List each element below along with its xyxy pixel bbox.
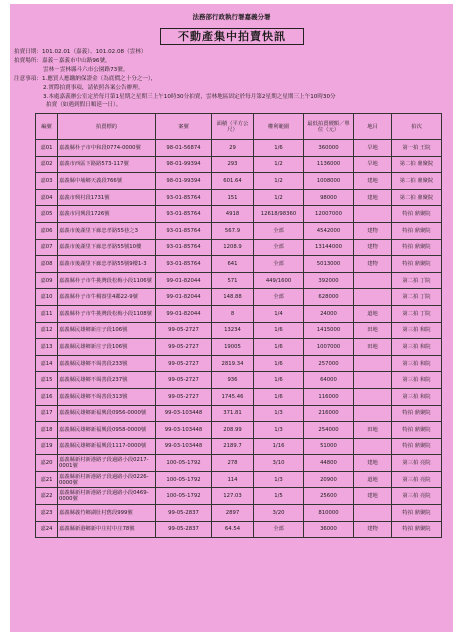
row-land-type: 建地 xyxy=(354,455,392,472)
row-min-price: 392000 xyxy=(304,272,354,289)
row-target: 嘉義市後湖里下廊忠孝路55巷之3 xyxy=(58,222,156,239)
col-header: 權利範圍 xyxy=(254,114,304,140)
notes-label: 注意事項： xyxy=(14,76,42,82)
row-area: 1745.46 xyxy=(212,388,254,405)
row-right-scope: 1/2 xyxy=(254,189,304,206)
table-row xyxy=(36,355,442,372)
row-area: 64.54 xyxy=(212,521,254,538)
row-area: 2189.7 xyxy=(212,438,254,455)
row-case-number: 99-05-2727 xyxy=(156,339,212,356)
row-right-scope: 全部 xyxy=(254,256,304,273)
row-number: 嘉09 xyxy=(36,272,58,289)
row-right-scope: 1/6 xyxy=(254,322,304,339)
row-target: 嘉義縣朴子市牛稠寮里4鄰22-9號 xyxy=(58,289,156,306)
row-number: 嘉01 xyxy=(36,140,58,157)
col-header: 拍賣標的 xyxy=(58,114,156,140)
row-right-scope: 1/6 xyxy=(254,339,304,356)
venue-2: 雲林－雲林縣斗六市公園路73號。 xyxy=(43,67,129,73)
row-number: 嘉14 xyxy=(36,355,58,372)
row-area: 151 xyxy=(212,189,254,206)
row-round: 特拍 鼎聚院 xyxy=(392,438,442,455)
table-header-row xyxy=(36,114,442,140)
row-min-price: 51000 xyxy=(304,438,354,455)
row-round: 第二拍 丁院 xyxy=(392,305,442,322)
col-header: 最低拍賣價額／單位（元） xyxy=(304,114,354,140)
row-area: 567.9 xyxy=(212,222,254,239)
row-case-number: 99-03-103448 xyxy=(156,405,212,422)
row-case-number: 99-05-2727 xyxy=(156,355,212,372)
row-target: 嘉義縣民雄鄉新庄子段106號 xyxy=(58,339,156,356)
row-case-number: 98-01-56874 xyxy=(156,140,212,157)
table-row xyxy=(36,322,442,339)
row-target: 嘉義縣義竹鄉湖肚村舊段999號 xyxy=(58,505,156,522)
row-round: 第三拍 和院 xyxy=(392,339,442,356)
row-number: 嘉02 xyxy=(36,156,58,173)
row-number: 嘉06 xyxy=(36,222,58,239)
row-target: 嘉義市興村段1731號 xyxy=(58,189,156,206)
row-land-type xyxy=(354,372,392,389)
table-row xyxy=(36,339,442,356)
row-target: 嘉義縣民雄鄉新福興段1117-0000號 xyxy=(58,438,156,455)
row-area: 4918 xyxy=(212,206,254,223)
row-number: 嘉07 xyxy=(36,239,58,256)
row-area: 13234 xyxy=(212,322,254,339)
table-row xyxy=(36,455,442,472)
row-land-type: 建地 xyxy=(354,189,392,206)
row-number: 嘉10 xyxy=(36,289,58,306)
row-min-price: 98000 xyxy=(304,189,354,206)
row-right-scope: 全部 xyxy=(254,521,304,538)
row-target: 嘉義市後湖里下廊忠孝路55號9樓1-3 xyxy=(58,256,156,273)
row-number: 嘉12 xyxy=(36,322,58,339)
row-case-number: 93-01-85764 xyxy=(156,256,212,273)
row-area: 1208.9 xyxy=(212,239,254,256)
row-min-price: 628000 xyxy=(304,289,354,306)
row-target: 嘉義市同興段1726號 xyxy=(58,206,156,223)
row-number: 嘉19 xyxy=(36,438,58,455)
row-number: 嘉18 xyxy=(36,422,58,439)
auction-date-line xyxy=(14,49,146,56)
table-row xyxy=(36,156,442,173)
row-area: 371.81 xyxy=(212,405,254,422)
row-target: 嘉義市西區下路路573-117號 xyxy=(58,156,156,173)
row-number: 嘉16 xyxy=(36,388,58,405)
row-area: 936 xyxy=(212,372,254,389)
row-area: 29 xyxy=(212,140,254,157)
row-round: 第二拍 丁院 xyxy=(392,272,442,289)
auction-date-value: 101.02.01（嘉義）、101.02.08（雲林） xyxy=(41,49,147,55)
row-area: 601.64 xyxy=(212,173,254,190)
row-number: 嘉03 xyxy=(36,173,58,190)
table-row xyxy=(36,305,442,322)
row-round: 特拍 鼎聚院 xyxy=(392,206,442,223)
row-right-scope: 全部 xyxy=(254,222,304,239)
row-number: 嘉22 xyxy=(36,488,58,505)
row-round: 特拍 鼎聚院 xyxy=(392,505,442,522)
row-land-type: 建物 xyxy=(354,256,392,273)
table-row xyxy=(36,471,442,488)
row-min-price: 64000 xyxy=(304,372,354,389)
table-row xyxy=(36,388,442,405)
row-number: 嘉05 xyxy=(36,206,58,223)
row-target: 嘉義縣新村新港路子段過路小段0217-0001號 xyxy=(58,455,156,472)
note-3b: 拍賣（如遇到假日順延一日）。 xyxy=(46,102,122,108)
row-case-number: 93-01-85764 xyxy=(156,206,212,223)
row-case-number: 99-03-103448 xyxy=(156,438,212,455)
table-row xyxy=(36,140,442,157)
row-target: 嘉義縣朴子市中和段0774-0000號 xyxy=(58,140,156,157)
venue-1: 嘉義－嘉義市中山路96號， xyxy=(41,58,111,64)
row-case-number: 98-01-99394 xyxy=(156,156,212,173)
row-case-number: 99-05-2837 xyxy=(156,505,212,522)
row-right-scope: 1/3 xyxy=(254,405,304,422)
row-round: 第三拍 和院 xyxy=(392,372,442,389)
row-number: 嘉17 xyxy=(36,405,58,422)
row-min-price: 1136000 xyxy=(304,156,354,173)
page-title: 不動產集中拍賣快訊 xyxy=(160,28,304,45)
row-target: 嘉義縣民雄鄉不竭善段233號 xyxy=(58,355,156,372)
row-area: 641 xyxy=(212,256,254,273)
row-round: 特拍 鼎聚院 xyxy=(392,256,442,273)
row-land-type xyxy=(354,438,392,455)
row-right-scope: 3/10 xyxy=(254,455,304,472)
row-case-number: 93-01-85764 xyxy=(156,239,212,256)
row-land-type xyxy=(354,405,392,422)
table-row xyxy=(36,422,442,439)
row-case-number: 100-05-1792 xyxy=(156,488,212,505)
row-target: 嘉義縣民雄鄉新庄子段106號 xyxy=(58,322,156,339)
notes-line-1 xyxy=(14,76,156,83)
row-area: 148.88 xyxy=(212,289,254,306)
row-land-type: 旱地 xyxy=(354,140,392,157)
row-round: 特拍 鼎聚院 xyxy=(392,422,442,439)
row-land-type: 道地 xyxy=(354,305,392,322)
row-right-scope: 全部 xyxy=(254,289,304,306)
row-right-scope: 1/4 xyxy=(254,305,304,322)
row-land-type: 田地 xyxy=(354,422,392,439)
row-case-number: 99-05-2837 xyxy=(156,521,212,538)
row-min-price: 257000 xyxy=(304,355,354,372)
table-row xyxy=(36,521,442,538)
row-land-type: 建物 xyxy=(354,239,392,256)
row-right-scope: 3/20 xyxy=(254,505,304,522)
row-round: 第二拍 鼎聚院 xyxy=(392,173,442,190)
note-2: 2.實際拍賣事項，請依照各案公告辦理。 xyxy=(43,85,144,91)
row-target: 嘉義縣朴子市牛挑灣段松梅小段1106號 xyxy=(58,272,156,289)
col-header: 編號 xyxy=(36,114,58,140)
table-row xyxy=(36,239,442,256)
table-row xyxy=(36,505,442,522)
row-round: 第三拍 亮院 xyxy=(392,488,442,505)
table-row xyxy=(36,488,442,505)
agency-name: 法務部行政執行署嘉義分署 xyxy=(192,13,271,21)
row-round: 第二拍 丁院 xyxy=(392,289,442,306)
row-round: 特拍 鼎聚院 xyxy=(392,405,442,422)
row-area: 208.99 xyxy=(212,422,254,439)
row-case-number: 93-01-85764 xyxy=(156,222,212,239)
row-land-type xyxy=(354,355,392,372)
row-round: 第三拍 亮院 xyxy=(392,455,442,472)
row-round: 第三拍 和院 xyxy=(392,355,442,372)
row-land-type: 建物 xyxy=(354,222,392,239)
row-round: 第一拍 王院 xyxy=(392,140,442,157)
row-case-number: 99-01-82044 xyxy=(156,305,212,322)
table-row xyxy=(36,405,442,422)
row-target: 嘉義縣新村新港路子段過路小段0226-0000號 xyxy=(58,471,156,488)
row-case-number: 98-01-99394 xyxy=(156,173,212,190)
row-right-scope: 1/6 xyxy=(254,140,304,157)
row-number: 嘉20 xyxy=(36,455,58,472)
row-right-scope: 1/16 xyxy=(254,438,304,455)
auction-date-label: 拍賣日期： xyxy=(14,49,42,55)
row-land-type xyxy=(354,289,392,306)
row-case-number: 99-03-103448 xyxy=(156,422,212,439)
table-row xyxy=(36,206,442,223)
table-row xyxy=(36,256,442,273)
row-case-number: 99-01-82044 xyxy=(156,289,212,306)
row-right-scope: 1/6 xyxy=(254,388,304,405)
row-min-price: 810000 xyxy=(304,505,354,522)
row-min-price: 12007000 xyxy=(304,206,354,223)
row-land-type: 建物 xyxy=(354,521,392,538)
row-right-scope: 12618/98360 xyxy=(254,206,304,223)
row-right-scope: 全部 xyxy=(254,239,304,256)
row-case-number: 100-05-1792 xyxy=(156,455,212,472)
row-number: 嘉04 xyxy=(36,189,58,206)
row-min-price: 13144000 xyxy=(304,239,354,256)
row-land-type: 旱地 xyxy=(354,156,392,173)
row-right-scope: 449/1600 xyxy=(254,272,304,289)
row-number: 嘉13 xyxy=(36,339,58,356)
row-right-scope: 1/2 xyxy=(254,173,304,190)
table-row xyxy=(36,289,442,306)
row-land-type xyxy=(354,505,392,522)
table-row xyxy=(36,189,442,206)
table-row xyxy=(36,272,442,289)
row-target: 嘉義縣民雄鄉不竭善段313號 xyxy=(58,388,156,405)
row-area: 127.03 xyxy=(212,488,254,505)
row-number: 嘉11 xyxy=(36,305,58,322)
row-area: 2819.34 xyxy=(212,355,254,372)
row-land-type: 道地 xyxy=(354,471,392,488)
row-target: 嘉義縣新港鄉新中庄村中庄78號 xyxy=(58,521,156,538)
row-min-price: 5013000 xyxy=(304,256,354,273)
row-target: 嘉義縣朴子市牛挑灣段松梅小段1108號 xyxy=(58,305,156,322)
table-row xyxy=(36,372,442,389)
col-header: 面積（平方公尺） xyxy=(212,114,254,140)
row-number: 嘉08 xyxy=(36,256,58,273)
venue-label: 拍賣場所： xyxy=(14,58,42,64)
row-min-price: 1007000 xyxy=(304,339,354,356)
row-round: 第三拍 亮院 xyxy=(392,471,442,488)
col-header: 地目 xyxy=(354,114,392,140)
auction-table xyxy=(35,113,442,538)
row-land-type: 田地 xyxy=(354,339,392,356)
note-1: 1.應買人應繳納保證金（為底價之十分之一）， xyxy=(41,76,157,82)
row-land-type xyxy=(354,272,392,289)
row-case-number: 100-05-1792 xyxy=(156,471,212,488)
row-right-scope: 1/6 xyxy=(254,355,304,372)
row-number: 嘉15 xyxy=(36,372,58,389)
row-min-price: 24000 xyxy=(304,305,354,322)
row-min-price: 360000 xyxy=(304,140,354,157)
row-round: 第二拍 鼎聚院 xyxy=(392,156,442,173)
row-round: 特拍 鼎聚院 xyxy=(392,521,442,538)
row-round: 特拍 鼎聚院 xyxy=(392,239,442,256)
row-min-price: 25600 xyxy=(304,488,354,505)
row-right-scope: 1/5 xyxy=(254,488,304,505)
row-land-type: 建地 xyxy=(354,173,392,190)
row-number: 嘉21 xyxy=(36,471,58,488)
row-target: 嘉義縣新村新港路子段過路小段0469-0000號 xyxy=(58,488,156,505)
row-min-price: 36000 xyxy=(304,521,354,538)
row-round: 第二拍 鼎聚院 xyxy=(392,189,442,206)
row-target: 嘉義縣民雄鄉新福興段0956-0000號 xyxy=(58,405,156,422)
row-min-price: 254000 xyxy=(304,422,354,439)
table-row xyxy=(36,438,442,455)
row-right-scope: 1/3 xyxy=(254,422,304,439)
notice-page xyxy=(10,4,453,632)
venue-line-1 xyxy=(14,58,111,65)
row-min-price: 116000 xyxy=(304,388,354,405)
table-row xyxy=(36,222,442,239)
row-case-number: 99-05-2727 xyxy=(156,322,212,339)
row-min-price: 44800 xyxy=(304,455,354,472)
table-row xyxy=(36,173,442,190)
row-case-number: 99-05-2727 xyxy=(156,372,212,389)
row-min-price: 216000 xyxy=(304,405,354,422)
col-header: 案號 xyxy=(156,114,212,140)
row-area: 8 xyxy=(212,305,254,322)
row-land-type xyxy=(354,388,392,405)
row-min-price: 20900 xyxy=(304,471,354,488)
row-land-type: 田地 xyxy=(354,322,392,339)
row-right-scope: 1/2 xyxy=(254,156,304,173)
note-3a: 3.本處嘉義辦公室定於每月第1星期之星期三上午10時30分拍賣，雲林地區固定於每月第2星期之星期三上午10時30分 xyxy=(43,94,336,100)
row-target: 嘉義縣中埔鄉天義段766號 xyxy=(58,173,156,190)
row-min-price: 1008000 xyxy=(304,173,354,190)
row-round: 第三拍 和院 xyxy=(392,322,442,339)
row-round: 第三拍 和院 xyxy=(392,388,442,405)
row-area: 19005 xyxy=(212,339,254,356)
row-case-number: 99-05-2727 xyxy=(156,388,212,405)
row-area: 293 xyxy=(212,156,254,173)
row-area: 571 xyxy=(212,272,254,289)
row-target: 嘉義縣民雄鄉新福興段0958-0000號 xyxy=(58,422,156,439)
row-target: 嘉義市後湖里下廊忠孝路55號10樓 xyxy=(58,239,156,256)
row-min-price: 1415000 xyxy=(304,322,354,339)
row-min-price: 4542000 xyxy=(304,222,354,239)
row-case-number: 93-01-85764 xyxy=(156,189,212,206)
row-area: 2897 xyxy=(212,505,254,522)
row-area: 278 xyxy=(212,455,254,472)
row-land-type xyxy=(354,206,392,223)
col-header: 拍次 xyxy=(392,114,442,140)
row-target: 嘉義縣民雄鄉不竭善段237號 xyxy=(58,372,156,389)
row-number: 嘉24 xyxy=(36,521,58,538)
row-case-number: 99-01-82044 xyxy=(156,272,212,289)
row-land-type: 建地 xyxy=(354,488,392,505)
row-round: 特拍 鼎聚院 xyxy=(392,222,442,239)
row-right-scope: 1/3 xyxy=(254,471,304,488)
row-right-scope: 1/6 xyxy=(254,372,304,389)
row-number: 嘉23 xyxy=(36,505,58,522)
row-area: 114 xyxy=(212,471,254,488)
